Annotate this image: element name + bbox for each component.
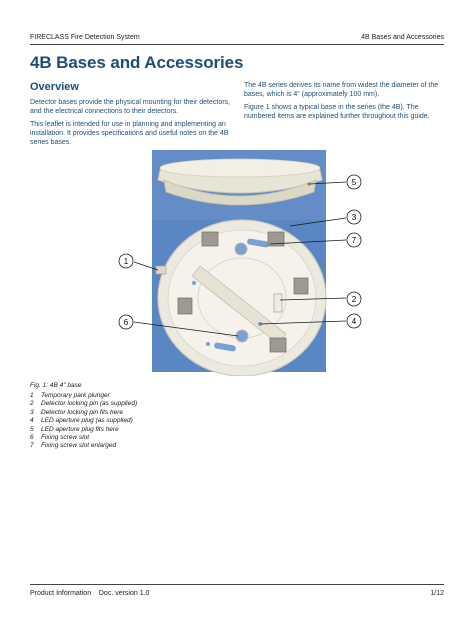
svg-text:4: 4 bbox=[351, 317, 357, 326]
figure-caption: Fig. 1: 4B 4" base bbox=[30, 382, 82, 389]
callout-7 bbox=[347, 233, 361, 247]
footer-rule bbox=[30, 584, 444, 585]
overview-right-column bbox=[244, 81, 444, 121]
page-title: 4B Bases and Accessories bbox=[30, 53, 244, 72]
callout-5 bbox=[347, 175, 361, 189]
svg-text:3: 3 bbox=[351, 213, 357, 222]
figure-base-photo bbox=[110, 148, 370, 376]
svg-text:5: 5 bbox=[351, 178, 357, 187]
callout-4 bbox=[347, 314, 361, 328]
legend-item: 3 Detector locking pin fits here bbox=[30, 408, 124, 416]
detector-base-image bbox=[156, 220, 326, 376]
svg-text:1: 1 bbox=[123, 257, 129, 266]
overview-paragraph-3: The 4B series derives its name from widest the diameter of the bases, which is 4" (approximately 100 mm). bbox=[244, 82, 439, 99]
page-number: 1/12 bbox=[430, 590, 444, 597]
overview-paragraph-2: This leaflet is intended for use in planning and implementing an installation. It provides specifications and useful notes on the 4B series bases. bbox=[30, 120, 229, 147]
svg-text:7: 7 bbox=[351, 236, 357, 245]
callout-2 bbox=[347, 292, 361, 306]
legend-item: 6 Fixing screw slot bbox=[30, 434, 90, 442]
figure-legend bbox=[30, 392, 137, 451]
callout-3 bbox=[347, 210, 361, 224]
header-rule bbox=[30, 44, 444, 45]
overview-paragraph-1: Detector bases provide the physical mounting for their detectors, and the electrical connections to their detectors. bbox=[30, 99, 230, 116]
running-header-left: FIRECLASS Fire Detection System bbox=[30, 34, 140, 41]
legend-item: 4 LED aperture plug (as supplied) bbox=[30, 417, 133, 425]
legend-item: 2 Detector locking pin (as supplied) bbox=[30, 400, 138, 408]
overview-paragraph-4: Figure 1 shows a typical base in the series (the 4B). The numbered items are explained further throughout this guide. bbox=[244, 103, 430, 120]
legend-item: 7 Fixing screw slot enlarged bbox=[30, 442, 117, 450]
footer-doc-info: Product Information Doc. version 1.0 bbox=[30, 590, 150, 597]
overview-left-column bbox=[30, 98, 230, 147]
section-heading-overview: Overview bbox=[30, 81, 79, 93]
callout-1 bbox=[119, 254, 133, 268]
legend-item: 5 LED aperture plug fits here bbox=[30, 425, 119, 433]
running-header-right: 4B Bases and Accessories bbox=[361, 34, 444, 41]
legend-item: 1 Temporary park plunger bbox=[30, 392, 110, 399]
callout-6 bbox=[119, 315, 133, 329]
svg-text:6: 6 bbox=[123, 318, 129, 327]
svg-text:2: 2 bbox=[351, 295, 357, 304]
